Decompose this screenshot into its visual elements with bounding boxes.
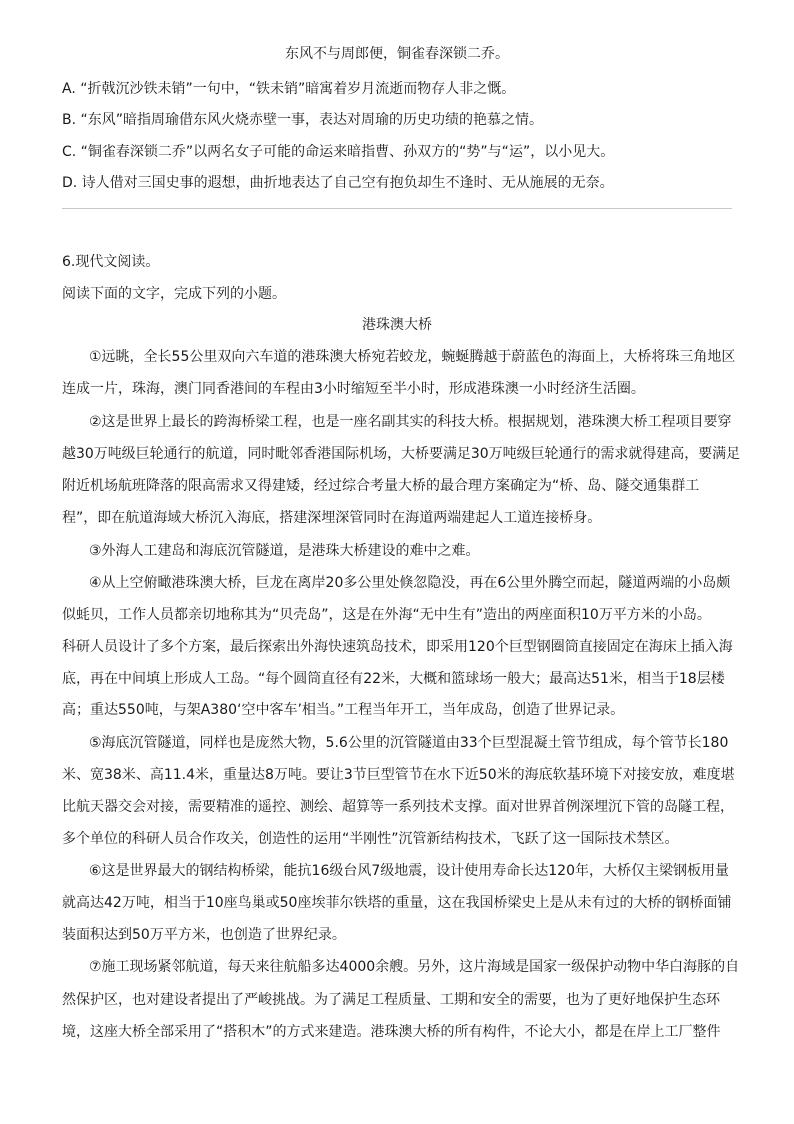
paragraph-line: ③外海人工建岛和海底沉管隧道，是港珠大桥建设的难中之难。 [89, 543, 480, 559]
paragraph-line: ⑦施工现场紧邻航道，每天来往航船多达4000余艘。另外，这片海域是国家一级保护动物中华白海豚的自 [89, 959, 740, 975]
option-b: B. “东风”暗指周瑜借东风火烧赤壁一事，表达对周瑜的历史功绩的艳慕之情。 [62, 112, 544, 128]
paragraph-line: 附近机场航班降落的限高需求又得建矮，经过综合考量大桥的最合理方案确定为“桥、岛、隧交通集群工 [62, 478, 700, 494]
paragraph-line: ④从上空俯瞰港珠澳大桥，巨龙在离岸20多公里处倏忽隐没，再在6公里外腾空而起，隧道两端的小岛颇 [89, 575, 731, 591]
paragraph-line: 比航天器交会对接，需要精准的遥控、测绘、超算等一系列技术支撑。面对世界首例深埋沉下管的岛隧工程， [62, 799, 734, 815]
paragraph-line: 就高达42万吨，相当于10座鸟巢或50座埃菲尔铁塔的重量，这在我国桥梁史上是从未有过的大桥的钢桥面铺 [62, 895, 732, 911]
paragraph-line: 然保护区，也对建设者提出了严峻挑战。为了满足工程质量、工期和安全的需要，也为了更好地保护生态环 [62, 992, 720, 1008]
article-title: 港珠澳大桥 [362, 317, 432, 333]
poem-line: 东风不与周郎便，铜雀春深锁二乔。 [285, 46, 509, 62]
paragraph-line: 越30万吨级巨轮通行的航道，同时毗邻香港国际机场，大桥要满足30万吨级巨轮通行的需求就得建高，要满足 [62, 446, 741, 462]
paragraph-line: ①远眺，全长55公里双向六车道的港珠澳大桥宛若蛟龙，蜿蜒腾越于蔚蓝色的海面上，大桥将珠三角地区 [89, 349, 736, 365]
paragraph-line: 底，再在中间填上形成人工岛。“每个圆筒直径有22米，大概和篮球场一般大；最高达51米，相当于18层楼 [62, 671, 725, 687]
option-c: C. “铜雀春深锁二乔”以两名女子可能的命运来暗指曹、孙双方的“势”与“运”，以小见大。 [62, 144, 615, 160]
paragraph-line: 似蚝贝，工作人员都亲切地称其为“贝壳岛”，这是在外海“无中生有”造出的两座面积10万平方米的小岛。 [62, 607, 711, 623]
paragraph-line: 高；重达550吨，与架A380‘空中客车’相当。”工程当年开工，当年成岛，创造了世界记录。 [62, 702, 625, 718]
paragraph-line: 程”，即在航道海域大桥沉入海底，搭建深埋深管同时在海道两端建起人工道连接桥身。 [62, 510, 602, 526]
paragraph-line: 境，这座大桥全部采用了“搭积木”的方式来建造。港珠澳大桥的所有构件，不论大小，都是在岸上工厂整件 [62, 1024, 721, 1040]
paragraph-line: ⑤海底沉管隧道，同样也是庞然大物，5.6公里的沉管隧道由33个巨型混凝土管节组成，每个管节长180 [89, 735, 729, 751]
paragraph-line: 米、宽38米、高11.4米，重量达8万吨。要让3节巨型管节在水下近50米的海底软基环境下对接安放，难度堪 [62, 767, 735, 783]
paragraph-line: ⑥这是世界最大的钢结构桥梁，能抗16级台风7级地震，设计使用寿命长达120年，大桥仅主梁钢板用量 [89, 863, 729, 879]
option-a: A. “折戟沉沙铁未销”一句中，“铁未销”暗寓着岁月流逝而物存人非之慨。 [62, 81, 516, 97]
paragraph-line: 装面积达到50万平方米，也创造了世界纪录。 [62, 927, 346, 943]
section-divider [62, 208, 732, 209]
paragraph-line: 多个单位的科研人员合作攻关，创造性的运用“半刚性”沉管新结构技术，飞跃了这一国际技术禁区。 [62, 831, 679, 847]
paragraph-line: 科研人员设计了多个方案，最后探索出外海快速筑岛技术，即采用120个巨型钢圈筒直接固定在海床上插入海 [62, 639, 733, 655]
paragraph-line: ②这是世界上最长的跨海桥梁工程，也是一座名副其实的科技大桥。根据规划，港珠澳大桥工程项目要穿 [89, 414, 732, 430]
instruction-text: 阅读下面的文字，完成下列的小题。 [62, 286, 286, 302]
section-heading: 6.现代文阅读。 [62, 254, 160, 270]
option-d: D. 诗人借对三国史事的遐想，曲折地表达了自己空有抱负却生不逢时、无从施展的无奈。 [62, 175, 614, 191]
paragraph-line: 连成一片，珠海，澳门同香港间的车程由3小时缩短至半小时，形成港珠澳一小时经济生活圈。 [62, 381, 645, 397]
